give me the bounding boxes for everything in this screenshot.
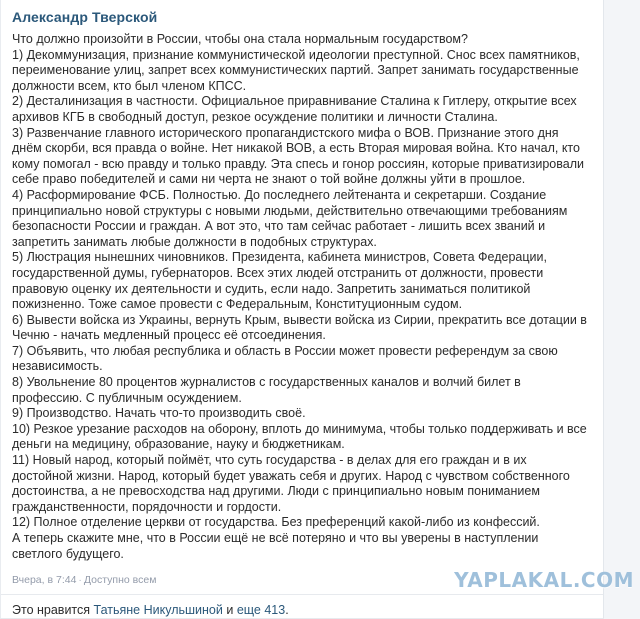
likes-row [0,595,603,619]
likes-suffix: . [285,603,289,618]
likes-more-link[interactable]: еще 413 [236,603,286,618]
post-paragraph: 8) Увольнение 80 процентов журналистов с государственных каналов и волчий билет в профессию. С публичным осуждением. [12,375,521,405]
post-paragraph: 7) Объявить, что любая республика и область в России может провести референдум за свою независимость. [12,343,558,374]
post-author-link[interactable]: Александр Тверской [12,9,158,25]
post-paragraph: А теперь скажите мне, что в России ещё не всё потеряно и что вы уверены в наступлении светлого будущего. [12,531,539,561]
card-left-edge [0,0,1,619]
post-paragraph: Что должно произойти в России, чтобы она стала нормальным государством? [12,32,468,46]
site-watermark: YAPLAKAL.COM [454,568,634,592]
post-paragraph: 1) Декоммунизация, признание коммунистической идеологии преступной. Снос всех памятников, переименование улиц, запрет всех коммунистических партий. Запрет занимать государственные должности всем, кто был членом КПСС. [12,47,580,93]
post-timestamp[interactable]: Вчера, в 7:44 [12,574,77,587]
post-paragraph: 9) Производство. Начать что-то производить своё. [12,406,306,421]
post-paragraph: 6) Вывести войска из Украины, вернуть Крым, вывести войска из Сирии, прекратить все дотации в Чечню - начать медленный процесс её отсоединения. [12,312,587,343]
post-audience: Доступно всем [83,574,157,587]
post-paragraph: 3) Развенчание главного исторического пропагандистского мифа о ВОВ. Признание этого дня днём скорби, вся правда о войне. Нет никакой ВОВ, а есть Вторая мировая война. Кто начал, кто кому помогал - всю правду и только правду. Эта спесь и гонор россиян, которые приватизировали себе право победителей и сами ни черта не знают о той войне должны уйти в прошлое. [12,125,584,187]
liker-person-link[interactable]: Татьяне Никульшиной [93,603,223,618]
likes-connector: и [226,603,234,618]
post-body [12,32,590,562]
post-paragraph: 12) Полное отделение церкви от государства. Без преференций какой-либо из конфессий. [12,515,540,530]
post-paragraph: 2) Десталинизация в частности. Официальное приравнивание Сталина к Гитлеру, открытие всех архивов КГБ в свободный доступ, резкое осуждение политики и личности Сталина. [12,94,577,124]
post-paragraph: 4) Расформирование ФСБ. Полностью. До последнего лейтенанта и секретарши. Создание принципиально новой структуры с новыми людьми, действительно отвечающими требованиям безопасности России и граждан. А вот это, что там сейчас работает - лишить всех званий и запретить занимать любые должности в подобных структурах. [12,187,568,249]
post-paragraph: 11) Новый народ, который поймёт, что суть государства - в делах для его граждан и в их достойной жизни. Народ, который будет уважать себя и других. Народ с чувством собственного достоинства, а не превосходства над другими. Люди с принципиально новым пониманием гражданственности, порядочности и гордости. [12,453,570,514]
post-paragraph: 5) Люстрация нынешних чиновников. Президента, кабинета министров, Совета Федерации, государственной думы, губернаторов. Всех этих людей отстранить от должности, провести правовую оценку их деятельности и судить, если надо. Запретить заниматься политикой пожизненно. Тоже самое провести с Федеральным, Конституционным судом. [12,250,547,312]
post-paragraph: 10) Резкое урезание расходов на оборону, вплоть до минимума, чтобы только поддерживать и все деньги на медицину, образование, науку и бюджетникам. [12,421,587,452]
likes-prefix: Это нравится [12,603,91,618]
meta-separator: · [78,574,82,587]
